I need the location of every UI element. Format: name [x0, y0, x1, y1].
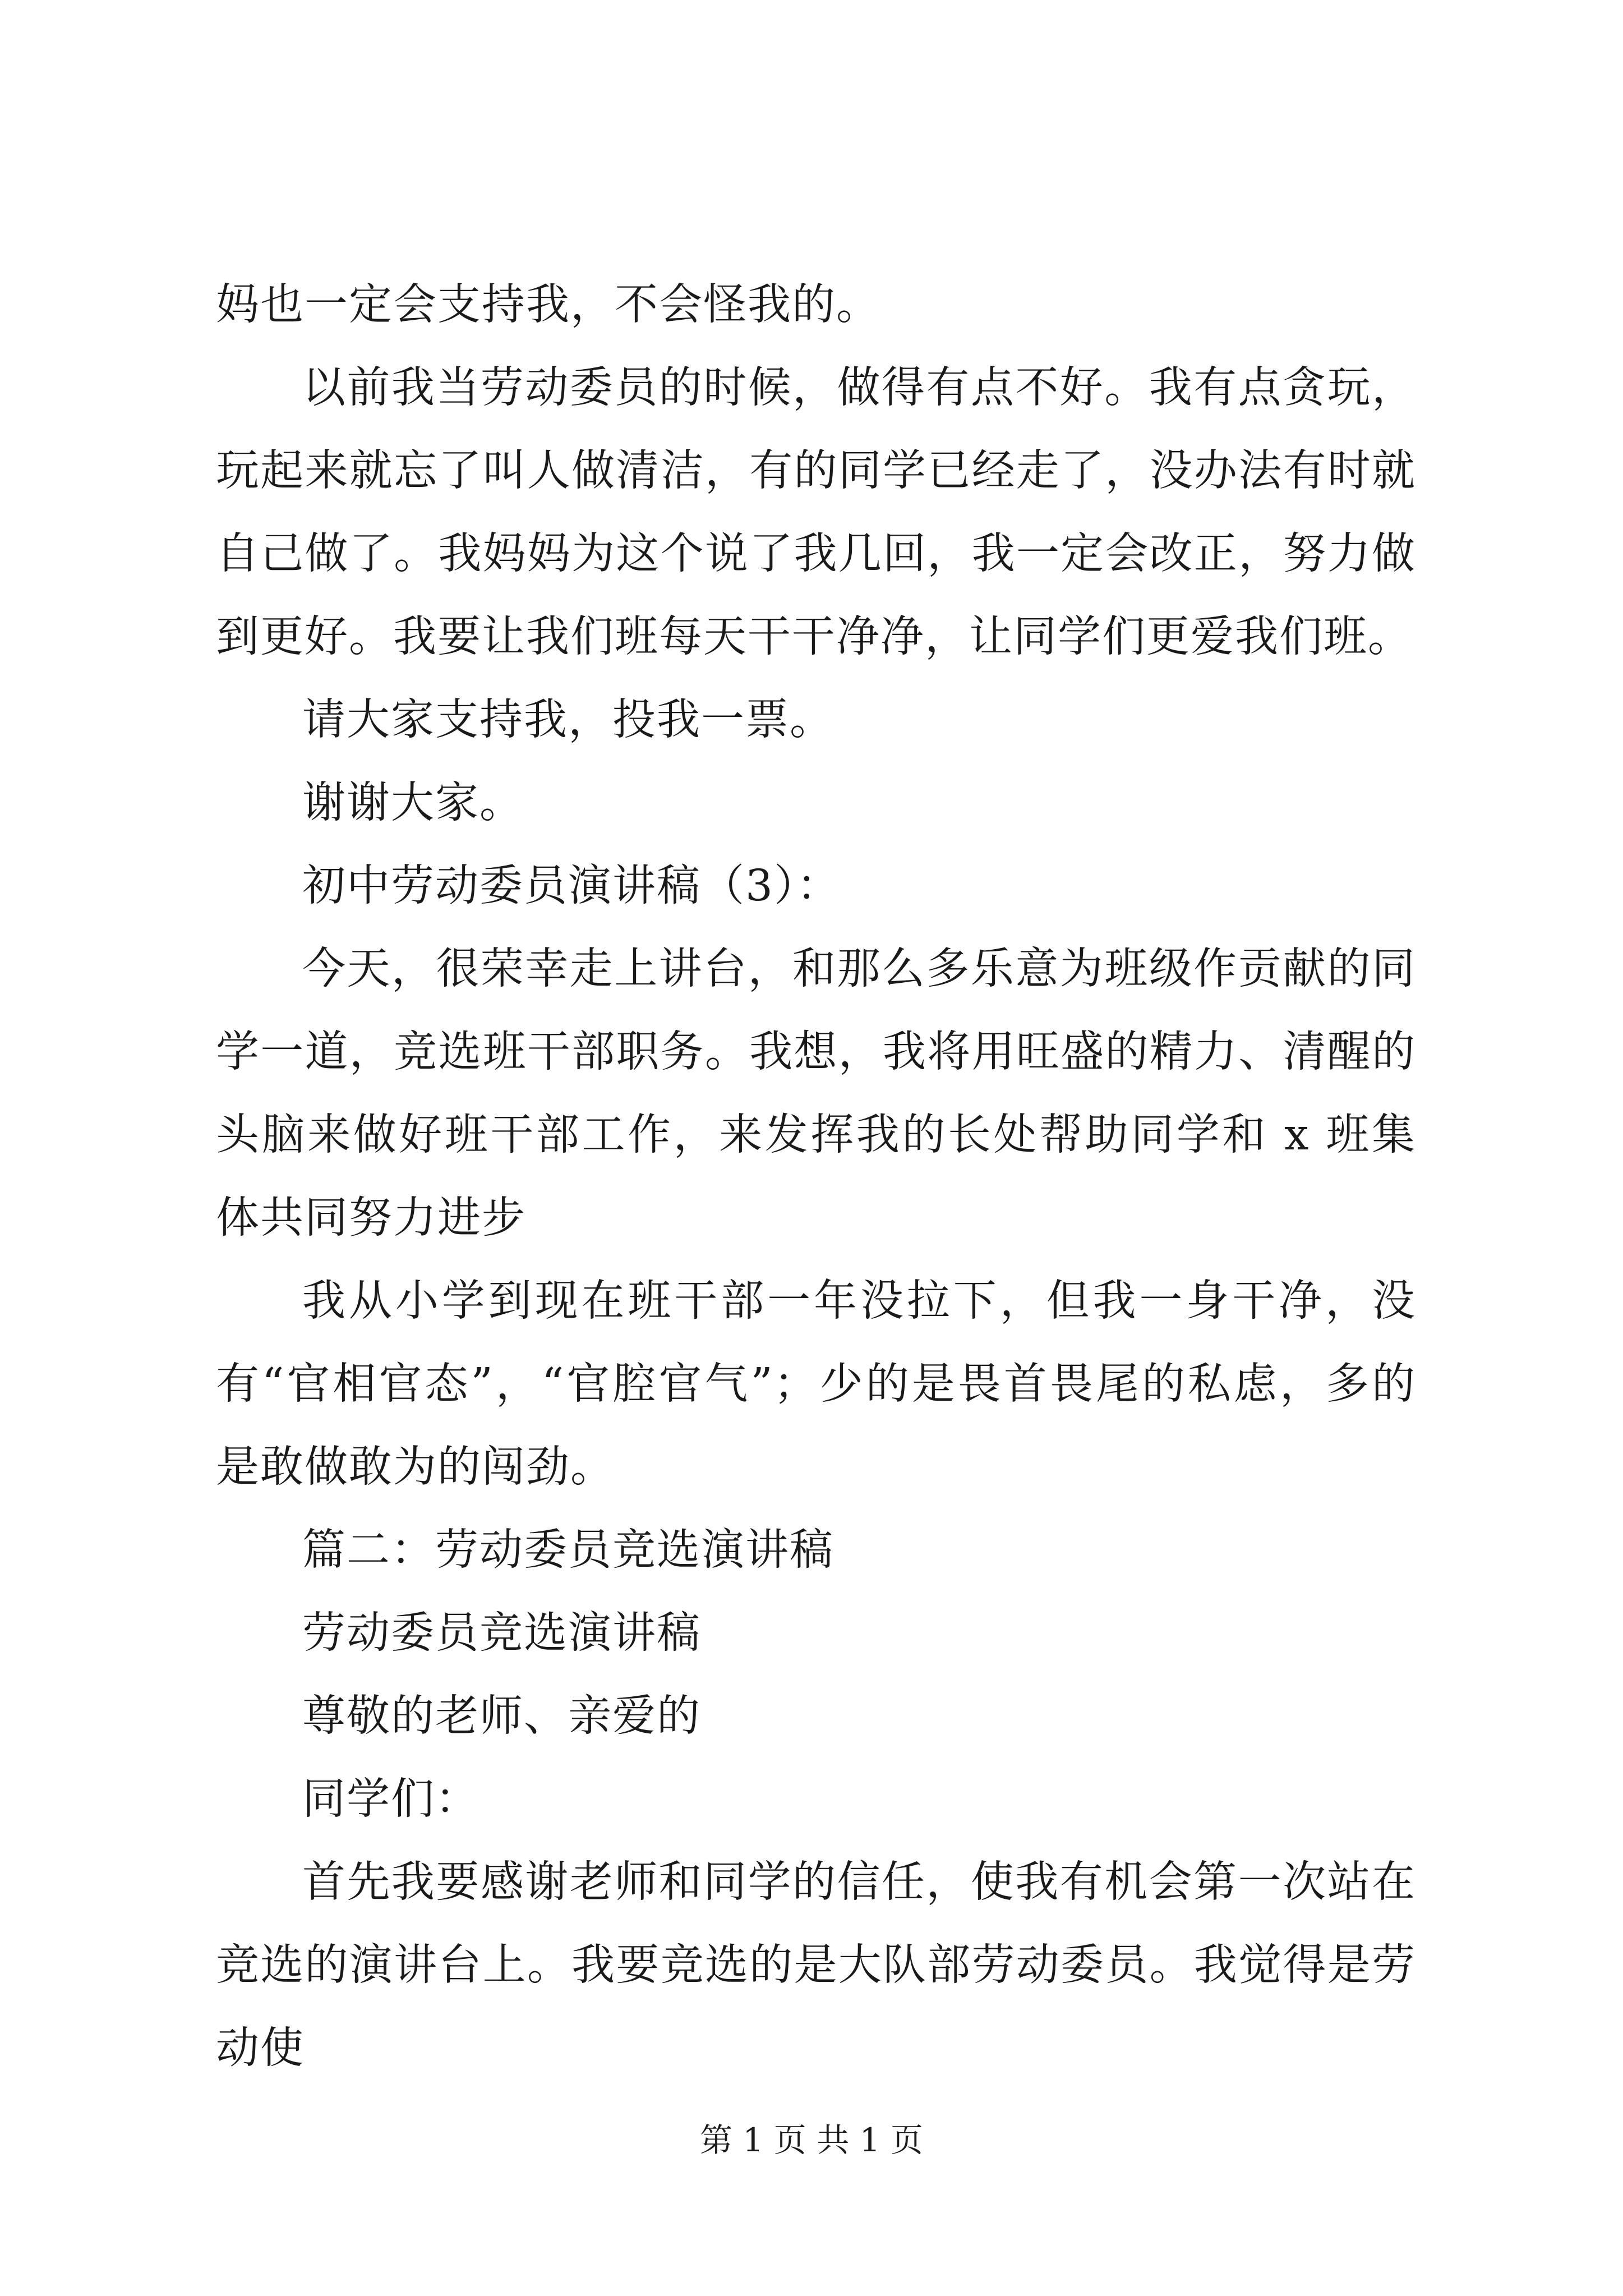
salutation-line-1: 尊敬的老师、亲爱的: [302, 1691, 701, 1741]
paragraph-4: 谢谢大家。: [302, 778, 524, 828]
paragraph-2: 以前我当劳动委员的时候，做得有点不好。我有点贪玩，玩起来就忘了叫人做清洁，有的同学已经走了，没办法有时就自己做了。我妈妈为这个说了我几回，我一定会改正，努力做到更好。我要让我们班每天干干净净，让同学们更爱我们班。: [216, 363, 1416, 662]
paragraph-12: 首先我要感谢老师和同学的信任，使我有机会第一次站在竞选的演讲台上。我要竞选的是大队部劳动委员。我觉得是劳动使: [216, 1857, 1416, 2073]
document-body: [216, 264, 1416, 2090]
section-heading-part2: 篇二：劳动委员竞选演讲稿: [302, 1525, 834, 1575]
speech-title: 劳动委员竞选演讲稿: [302, 1608, 701, 1658]
paragraph-1: 妈也一定会支持我，不会怪我的。: [216, 280, 880, 330]
section-heading-3: 初中劳动委员演讲稿（3）：: [302, 861, 841, 911]
paragraph-7: 我从小学到现在班干部一年没拉下，但我一身干净，没有“官相官态”，“官腔官气”；少的是畏首畏尾的私虑，多的是敢做敢为的闯劲。: [216, 1276, 1416, 1492]
salutation-line-2: 同学们：: [302, 1774, 479, 1824]
paragraph-6: 今天，很荣幸走上讲台，和那么多乐意为班级作贡献的同学一道，竞选班干部职务。我想，我将用旺盛的精力、清醒的头脑来做好班干部工作，来发挥我的长处帮助同学和 x 班集体共同努力进步: [216, 944, 1416, 1243]
paragraph-3: 请大家支持我，投我一票。: [302, 695, 834, 745]
page-footer: 第 1 页 共 1 页: [700, 2121, 923, 2159]
